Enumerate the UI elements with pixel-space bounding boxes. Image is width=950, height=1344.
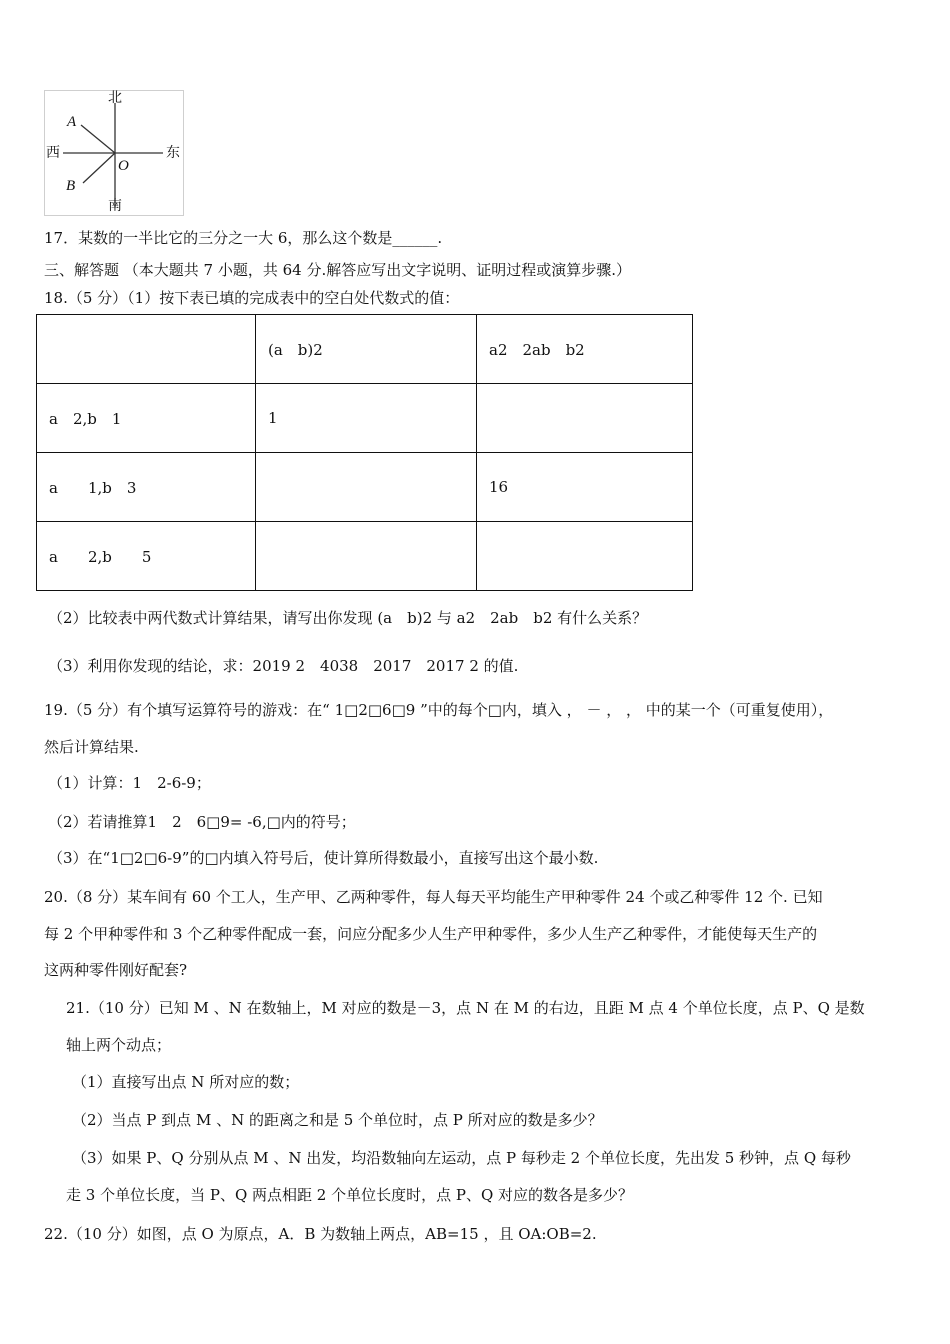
question-18-part3: （3）利用你发现的结论，求：2019 2 4038 2017 2017 2 的值.: [48, 657, 519, 675]
east-label: 东: [166, 145, 180, 161]
direction-figure: [44, 90, 184, 216]
table-cell: a 2,b 5: [37, 522, 256, 591]
question-17: 17．某数的一半比它的三分之一大 6，那么这个数是______.: [44, 229, 443, 247]
table-cell: [477, 384, 693, 453]
question-19-part2: （2）若请推算1 2 6□9= -6,□内的符号；: [48, 813, 356, 831]
table-row: [37, 384, 693, 453]
direction-diagram: [45, 91, 183, 215]
question-21-line1: 21.（10 分）已知 M 、N 在数轴上，M 对应的数是－3，点 N 在 M 的右边，且距 M 点 4 个单位长度，点 P、Q 是数: [66, 999, 865, 1017]
question-19-part1: （1）计算：1 2-6-9；: [48, 774, 211, 792]
table-cell: a 2,b 1: [37, 384, 256, 453]
question-22: 22.（10 分）如图，点 O 为原点，A．B 为数轴上两点，AB=15 ，且 OA:OB=2.: [44, 1225, 597, 1243]
question-20-line2: 每 2 个甲种零件和 3 个乙种零件配成一套，问应分配多少人生产甲种零件，多少人生产乙种零件，才能使每天生产的: [44, 925, 818, 943]
question-18-part2: （2）比较表中两代数式计算结果，请写出你发现 (a b)2 与 a2 2ab b2 有什么关系？: [48, 609, 648, 627]
q18-table: [36, 314, 693, 591]
point-b-label: B: [66, 178, 76, 194]
question-21-part1: （1）直接写出点 N 所对应的数；: [72, 1073, 300, 1091]
table-cell: [256, 522, 477, 591]
question-19-part3: （3）在“1□2□6-9”的□内填入符号后，使计算所得数最小，直接写出这个最小数.: [48, 849, 599, 867]
question-19-line2: 然后计算结果.: [44, 738, 139, 756]
question-20-line1: 20.（8 分）某车间有 60 个工人，生产甲、乙两种零件，每人每天平均能生产甲种零件 24 个或乙种零件 12 个. 已知: [44, 888, 823, 906]
question-18-intro: 18.（5 分）（1）按下表已填的完成表中的空白处代数式的值：: [44, 289, 460, 307]
table-cell: 1: [256, 384, 477, 453]
question-21-line2: 轴上两个动点；: [66, 1036, 172, 1054]
question-21-part2: （2）当点 P 到点 M 、N 的距离之和是 5 个单位时，点 P 所对应的数是多少？: [72, 1111, 603, 1129]
table-cell: a2 2ab b2: [477, 315, 693, 384]
west-label: 西: [46, 145, 60, 161]
question-20-line3: 这两种零件刚好配套?: [44, 961, 188, 979]
table-row: [37, 522, 693, 591]
table-row: [37, 453, 693, 522]
table-cell: [256, 453, 477, 522]
table-cell: a 1,b 3: [37, 453, 256, 522]
question-19-line1: 19.（5 分）有个填写运算符号的游戏：在“ 1□2□6□9 ”中的每个□内，填入 ， － ， ， 中的某一个（可重复使用），: [44, 701, 834, 719]
table-cell: 16: [477, 453, 693, 522]
table-cell: (a b)2: [256, 315, 477, 384]
section-heading: 三、解答题 （本大题共 7 小题，共 64 分.解答应写出文字说明、证明过程或演算步骤.）: [44, 261, 632, 279]
ray-ob: [83, 153, 115, 183]
question-21-part3b: 走 3 个单位长度，当 P、Q 两点相距 2 个单位长度时，点 P、Q 对应的数各是多少？: [66, 1186, 634, 1204]
table-cell: [477, 522, 693, 591]
ray-oa: [81, 125, 115, 153]
point-a-label: A: [67, 114, 77, 130]
point-o-label: O: [118, 158, 129, 174]
question-21-part3a: （3）如果 P、Q 分别从点 M 、N 出发，均沿数轴向左运动，点 P 每秒走 2 个单位长度，先出发 5 秒钟，点 Q 每秒: [72, 1149, 851, 1167]
south-label: 南: [108, 198, 122, 214]
table-header-row: [37, 315, 693, 384]
table-cell: [37, 315, 256, 384]
north-label: 北: [108, 90, 122, 106]
